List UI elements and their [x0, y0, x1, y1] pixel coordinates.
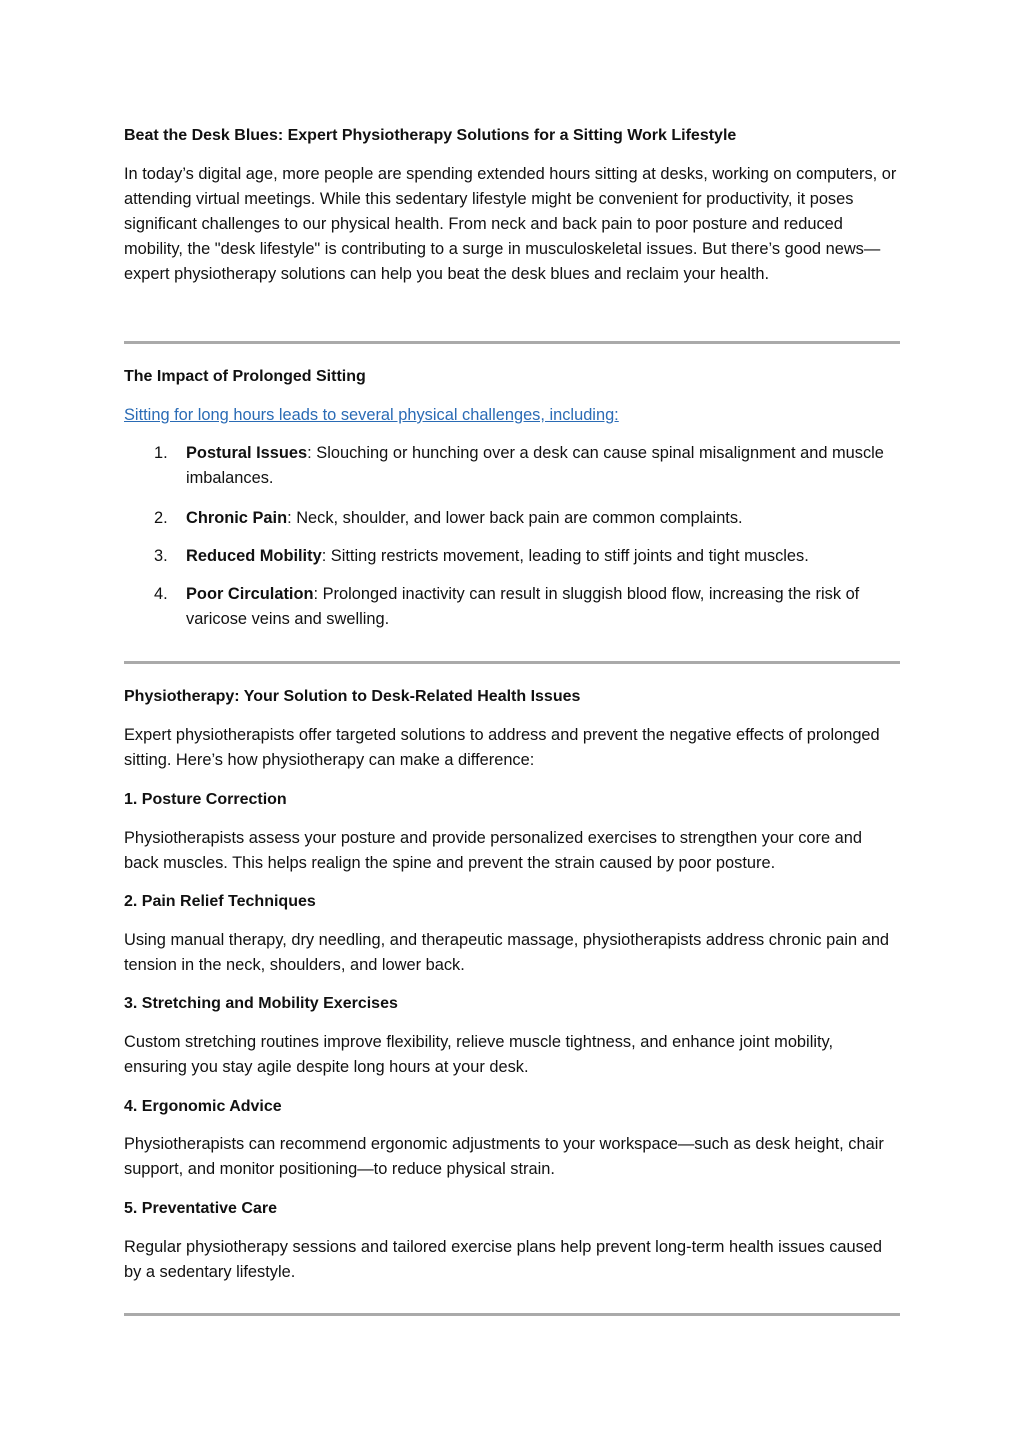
- intro-block: [124, 162, 900, 287]
- list-text: : Slouching or hunching over a desk can cause spinal misalignment and muscle imbalances.: [186, 444, 884, 487]
- section-heading: Physiotherapy: Your Solution to Desk-Related Health Issues: [124, 688, 581, 705]
- impact-link[interactable]: Sitting for long hours leads to several physical challenges, including:: [124, 406, 619, 424]
- subsection-heading-block: [124, 994, 900, 1014]
- subsection-text: Using manual therapy, dry needling, and therapeutic massage, physiotherapists address chronic pain and tension in the neck, shoulders, and lower back.: [124, 931, 890, 974]
- section-divider: [124, 661, 900, 664]
- impact-link-block: [124, 405, 900, 425]
- subsection-heading: 3. Stretching and Mobility Exercises: [124, 995, 398, 1012]
- section-heading: The Impact of Prolonged Sitting: [124, 368, 366, 385]
- subsection-heading-block: [124, 892, 900, 912]
- subsection-heading: 5. Preventative Care: [124, 1200, 277, 1217]
- subsection-heading: 2. Pain Relief Techniques: [124, 893, 316, 910]
- impact-heading-block: [124, 367, 900, 387]
- list-term: Postural Issues: [186, 444, 308, 462]
- list-text: : Prolonged inactivity can result in sluggish blood flow, increasing the risk of varicose veins and swelling.: [186, 585, 860, 628]
- list-number: 1.: [154, 444, 168, 462]
- list-text: : Neck, shoulder, and lower back pain are common complaints.: [287, 509, 743, 527]
- subsection-heading: 1. Posture Correction: [124, 791, 287, 808]
- subsection-text-block: [124, 928, 900, 978]
- subsection-heading-block: [124, 790, 900, 810]
- list-number: 4.: [154, 585, 168, 603]
- section-divider: [124, 341, 900, 344]
- list-body: [186, 506, 900, 531]
- subsection-text-block: [124, 826, 900, 876]
- subsection-heading: 4. Ergonomic Advice: [124, 1098, 282, 1115]
- doc-title: [124, 126, 900, 146]
- physio-heading-block: [124, 687, 900, 707]
- list-number: 3.: [154, 547, 168, 565]
- page-title: Beat the Desk Blues: Expert Physiotherapy Solutions for a Sitting Work Lifestyle: [124, 127, 737, 144]
- subsection-heading-block: [124, 1199, 900, 1219]
- list-body: [186, 441, 900, 491]
- subsection-text-block: [124, 1030, 900, 1080]
- list-body: [186, 582, 900, 632]
- intro-paragraph: In today’s digital age, more people are spending extended hours sitting at desks, working on computers, or attending virtual meetings. While this sedentary lifestyle might be convenient for productivity, it poses significant challenges to our physical health. From neck and back pain to poor posture and reduced mobility, the "desk lifestyle" is contributing to a surge in musculoskeletal issues. But there’s good news—expert physiotherapy solutions can help you beat the desk blues and reclaim your health.: [124, 165, 897, 283]
- list-term: Reduced Mobility: [186, 547, 322, 565]
- list-body: [186, 544, 900, 569]
- list-text: : Sitting restricts movement, leading to stiff joints and tight muscles.: [321, 547, 809, 565]
- subsection-text-block: [124, 1132, 900, 1182]
- subsection-heading-block: [124, 1097, 900, 1117]
- list-term: Poor Circulation: [186, 585, 314, 603]
- subsection-text: Custom stretching routines improve flexibility, relieve muscle tightness, and enhance joint mobility, ensuring you stay agile despite long hours at your desk.: [124, 1033, 834, 1076]
- list-number: 2.: [154, 509, 168, 527]
- physio-intro: Expert physiotherapists offer targeted solutions to address and prevent the negative effects of prolonged sitting. Here’s how physiotherapy can make a difference:: [124, 726, 880, 769]
- physio-intro-block: [124, 723, 900, 773]
- subsection-text-block: [124, 1235, 900, 1285]
- subsection-text: Regular physiotherapy sessions and tailored exercise plans help prevent long-term health issues caused by a sedentary lifestyle.: [124, 1238, 883, 1281]
- list-term: Chronic Pain: [186, 509, 288, 527]
- subsection-text: Physiotherapists assess your posture and provide personalized exercises to strengthen your core and back muscles. This helps realign the spine and prevent the strain caused by poor posture.: [124, 829, 862, 872]
- section-divider: [124, 1313, 900, 1316]
- subsection-text: Physiotherapists can recommend ergonomic adjustments to your workspace—such as desk height, chair support, and monitor positioning—to reduce physical strain.: [124, 1135, 884, 1178]
